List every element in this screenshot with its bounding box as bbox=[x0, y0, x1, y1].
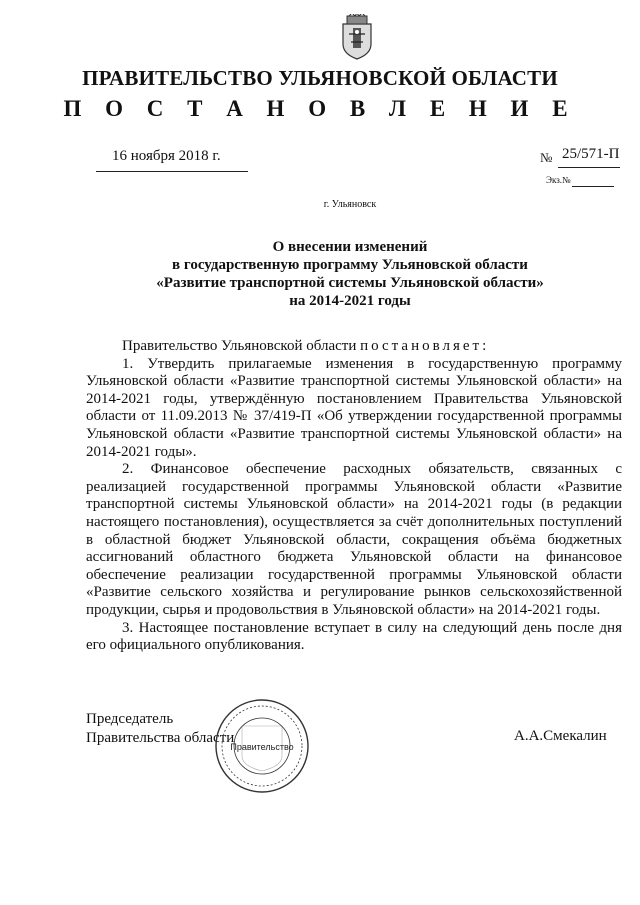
document-date: 16 ноября 2018 г. bbox=[112, 148, 221, 164]
document-type: П О С Т А Н О В Л Е Н И Е bbox=[63, 96, 577, 121]
svg-text:Правительство: Правительство bbox=[230, 742, 294, 752]
city: г. Ульяновск bbox=[323, 199, 377, 210]
title-line: в государственную программу Ульяновской области bbox=[172, 257, 528, 273]
number-underline bbox=[558, 167, 620, 168]
copy-number-underline bbox=[572, 186, 614, 187]
copy-number-label: Экз.№ bbox=[546, 175, 571, 185]
position-line: Председатель bbox=[86, 711, 174, 727]
paragraph-1: 1. Утвердить прилагаемые изменения в государственную программу Ульяновской области «Развитие транспортной системы Ульяновской области» на 2014-2021 годы, утверждённую постановлением Правительства Ульяновской области от 11.09.2013 № 37/419-П «Об утверждении государственной программы Ульяновской области «Развитие транспортной системы Ульяновской области» на 2014-2021 годы». bbox=[86, 355, 622, 460]
number-sign: № bbox=[540, 150, 553, 165]
organization-name: ПРАВИТЕЛЬСТВО УЛЬЯНОВСКОЙ ОБЛАСТИ bbox=[82, 66, 558, 90]
title-line: «Развитие транспортной системы Ульяновской области» bbox=[156, 275, 544, 291]
paragraph-3: 3. Настоящее постановление вступает в силу на следующий день после дня его официального опубликования. bbox=[86, 619, 622, 654]
document-number: 25/571-П bbox=[562, 146, 620, 162]
intro-verb: постановляет: bbox=[360, 338, 490, 354]
date-underline bbox=[96, 171, 248, 172]
coat-of-arms-icon bbox=[339, 14, 375, 60]
position-line: Правительства области bbox=[86, 729, 235, 746]
official-seal bbox=[212, 696, 312, 796]
document-body bbox=[86, 338, 622, 655]
title-line: О внесении изменений bbox=[272, 239, 428, 255]
signatory-name: А.А.Смекалин bbox=[514, 728, 607, 744]
intro-paragraph bbox=[86, 338, 622, 356]
intro-text: Правительство Ульяновской области bbox=[122, 338, 357, 354]
document-title bbox=[0, 238, 640, 310]
paragraph-2: 2. Финансовое обеспечение расходных обязательств, связанных с реализацией государственной программы Ульяновской области «Развитие транспортной системы Ульяновской области» на 2014-2021 годы (в редакции настоящего постановления), осуществляется за счёт дополнительных поступлений в областной бюджет Ульяновской области, сокращения объёма бюджетных ассигнований областного бюджета Ульяновской области на финансовое обеспечение реализации государственной программы Ульяновской области «Развитие сельского хозяйства и регулирование рынков сельскохозяйственной продукции, сырья и продовольствия в Ульяновской области» на 2014-2021 годы. bbox=[86, 461, 622, 618]
title-line: на 2014-2021 годы bbox=[289, 293, 411, 309]
